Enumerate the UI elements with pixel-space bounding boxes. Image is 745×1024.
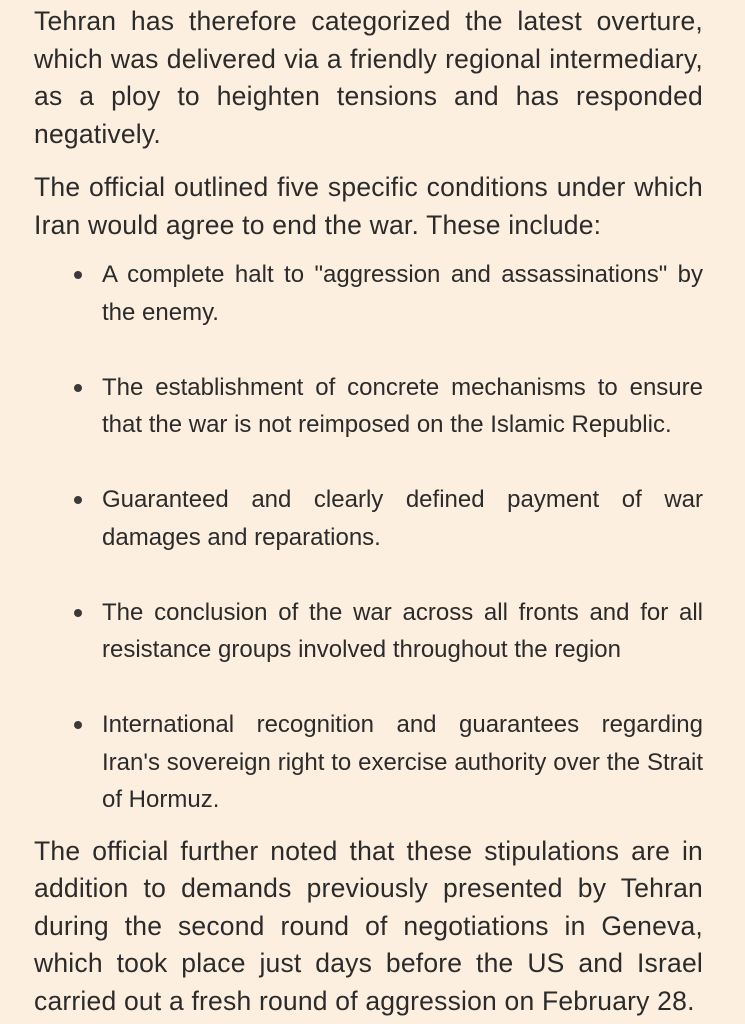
condition-text: The establishment of concrete mechanisms to ensure that the war is not reimposed on the Islamic Republic. [102,373,703,438]
condition-text: The conclusion of the war across all fronts and for all resistance groups involved throughout the region [102,598,703,663]
paragraph-conditions-intro: The official outlined five specific conditions under which Iran would agree to end the war. These include: [34,172,703,240]
condition-text: International recognition and guarantees regarding Iran's sovereign right to exercise authority over the Strait of Hormuz. [102,711,703,813]
list-item [34,256,703,331]
bullet-icon [74,721,82,729]
paragraph-tehran-response: Tehran has therefore categorized the latest overture, which was delivered via a friendly regional intermediary, as a ploy to heighten tensions and has responded negatively. [34,6,703,149]
list-item [34,594,703,669]
bullet-icon [74,496,82,504]
list-item [34,706,703,819]
condition-text: A complete halt to "aggression and assassinations" by the enemy. [102,261,703,326]
bullet-icon [74,609,82,617]
bullet-icon [74,384,82,392]
list-item [34,369,703,444]
list-item [34,481,703,556]
bullet-icon [74,271,82,279]
paragraph-geneva-note: The official further noted that these stipulations are in addition to demands previously presented by Tehran during the second round of negotiations in Geneva, which took place just days before the US and Israel carried out a fresh round of aggression on February 28. [34,835,703,1016]
conditions-list [34,256,703,819]
condition-text: Guaranteed and clearly defined payment of war damages and reparations. [102,486,703,551]
